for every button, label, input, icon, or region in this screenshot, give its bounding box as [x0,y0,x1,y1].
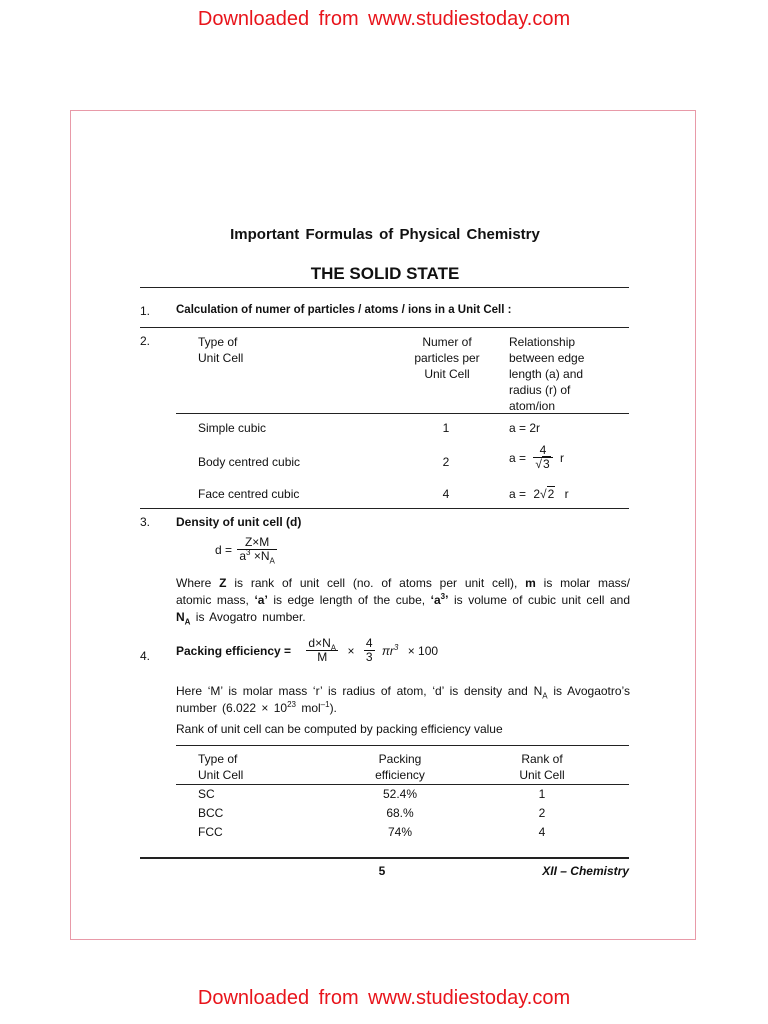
table1-row2-relationship: a = $\frac{4}{√3}$ r [509,443,564,471]
item2-number: 2. [140,334,151,348]
table1-row2-particles: 2 [442,455,450,469]
footer-rule [140,857,629,859]
density-formula: d = $\frac{Z\times M}{a^3 \times N_A}$ [215,535,275,566]
table1-header-particles: Numer of particles per Unit Cell [414,335,480,381]
table2-header-packing: Packing efficiency [375,752,425,782]
document-heading: Important Formulas of Physical Chemistry [230,226,540,243]
table1-row1-type: Simple cubic [198,421,267,435]
table1-row3-relationship: a = 2√2 r [509,487,569,501]
top-banner-text: Downloaded from www.studiestoday.com [197,8,571,30]
table2-row3-rank: 4 [538,825,546,839]
packing-fraction-1: $\frac{d\times N_A}{M}$ [308,636,337,664]
table1-bottom-rule [140,508,629,509]
bottom-download-banner[interactable] [0,987,768,1010]
table2-row1-rank: 1 [538,787,546,801]
item3-title: Density of unit cell (d) [176,515,302,529]
table2-row1-packing: 52.4% [382,787,418,801]
table2-row2-packing: 68.% [386,806,414,820]
table2-header-rule [176,784,629,785]
bcc-fraction: $\frac{4}{√3}$ [533,444,552,471]
item1-text: Calculation of numer of particles / atoms / ions in a Unit Cell : [176,304,512,316]
table2-top-rule [176,745,629,746]
table1-header-rule [176,413,629,414]
top-download-banner[interactable] [0,8,768,31]
table1-row3-particles: 4 [442,487,450,501]
table2-header-rank: Rank of Unit Cell [519,752,565,782]
packing-explanation: Here ‘M’ is molar mass ‘r’ is radius of atom, ‘d’ is density and $N_A$ is Avogaotro’s number ($6.022 \times 10^{23}$ mol$^{-1}$). [176,684,630,715]
density-explanation: Where Z is rank of unit cell (no. of atoms per unit cell), m is molar mass/ atomic mass, ‘a’ is edge length of the cube, ‘$a^3$’ is volume of cubic unit cell and $N_A$ is Avogatro number. [176,576,630,627]
table2-header-type: Type of Unit Cell [198,752,244,782]
table1-header-relationship: Relationship between edge length (a) and radius (r) of atom/ion [509,335,585,413]
item4-number: 4. [140,649,151,663]
table1-row2-type: Body centred cubic [198,455,301,469]
density-fraction: $\frac{Z\times M}{a^3 \times N_A}$ [239,535,275,566]
table2-row3-packing: 74% [387,825,413,839]
section-title: THE SOLID STATE [310,264,460,283]
table1-header-type: Type of Unit Cell [198,335,244,365]
table2-row3-type: FCC [198,825,223,839]
table1-row1-relationship: a = 2r [509,421,541,435]
section-rule [140,287,629,288]
item3-number: 3. [140,515,151,529]
rank-note: Rank of unit cell can be computed by packing efficiency value [176,722,503,736]
table2-row1-type: SC [198,787,215,801]
packing-fraction-2: $\frac{4}{3}$ [365,636,373,664]
item1-number: 1. [140,304,151,318]
table1-row1-particles: 1 [442,421,450,435]
table2-row2-rank: 2 [538,806,546,820]
item1-rule [140,327,629,328]
footer-subject: XII – Chemistry [542,864,629,878]
fcc-root: 2√2 [533,487,555,501]
table1-row3-type: Face centred cubic [198,487,300,501]
table2-row2-type: BCC [198,806,224,820]
packing-formula: Packing efficiency = $\frac{d\times N_A}{M}$ × $\frac{4}{3}$ $\pi r^3 \times 100$ [176,636,439,664]
bottom-banner-text: Downloaded from www.studiestoday.com [197,987,571,1009]
page-number: 5 [378,864,386,878]
